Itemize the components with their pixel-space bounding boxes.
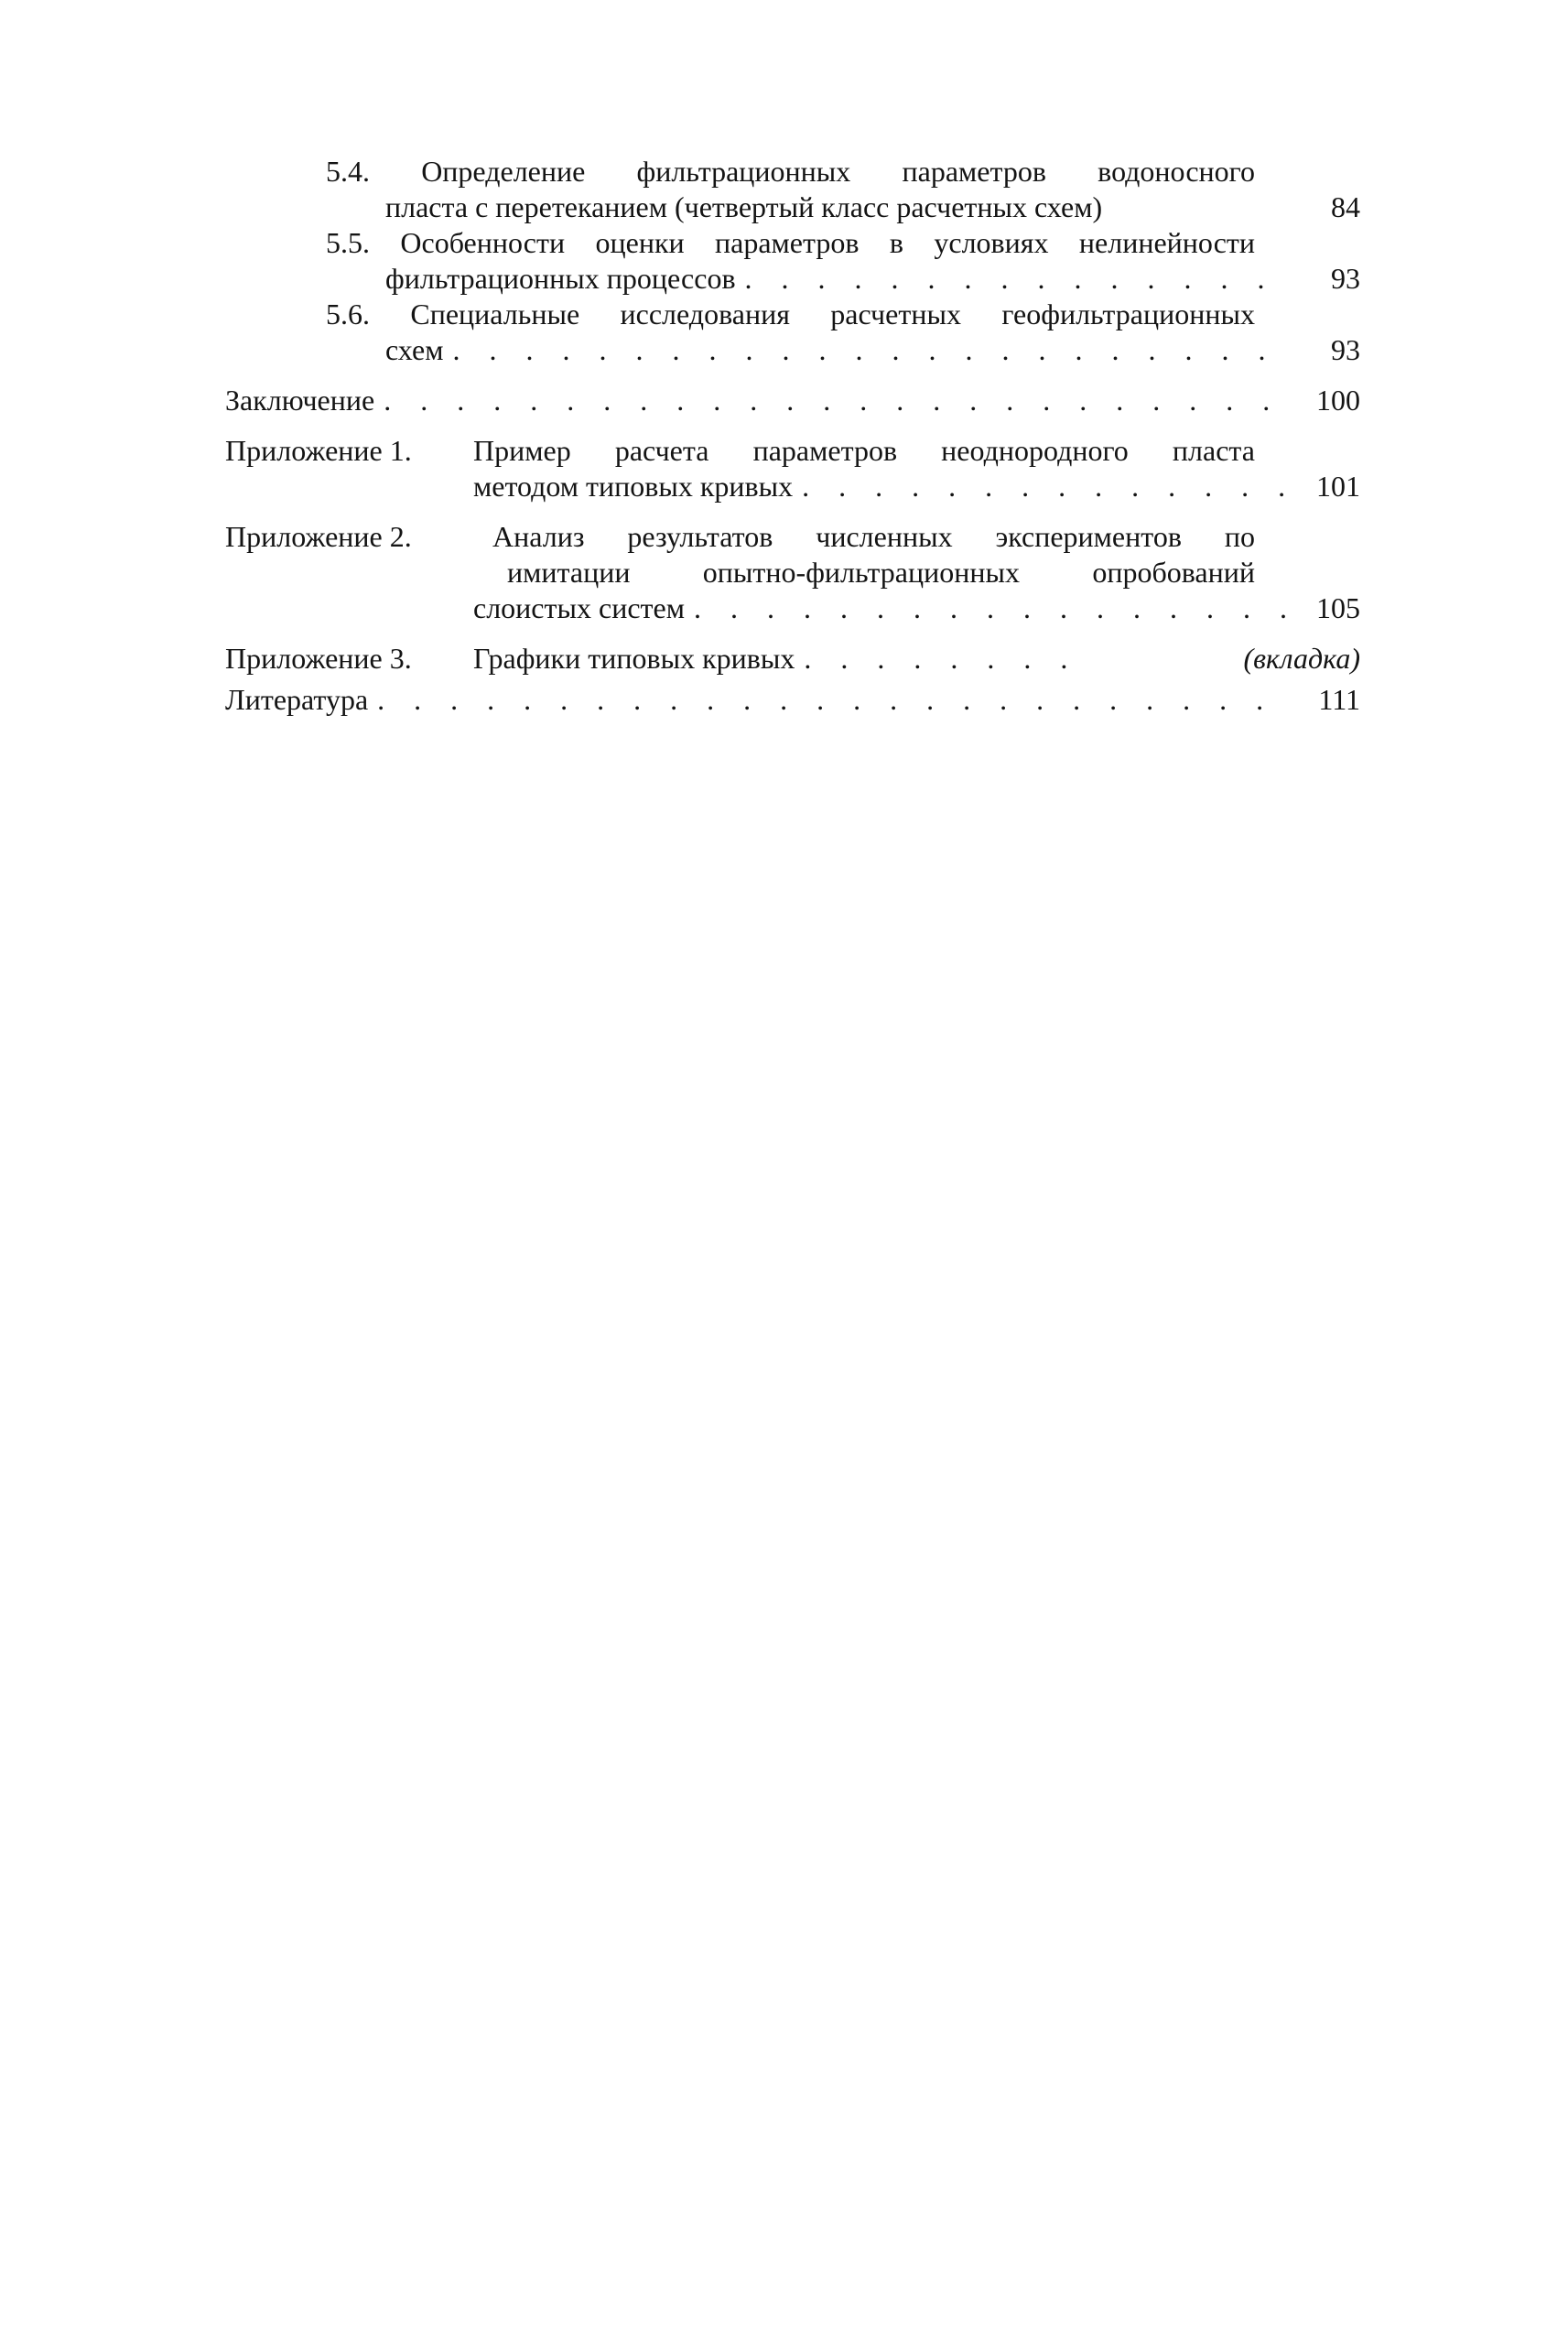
toc-entry-title: Заключение: [225, 384, 375, 417]
toc-entry-conclusion: [225, 383, 1360, 418]
toc-entry-title: Графики типовых кривых: [473, 642, 795, 675]
dot-leader: [793, 469, 1287, 504]
toc-entry-appendix-2: [225, 519, 1360, 626]
toc-page-number: 100: [1316, 384, 1360, 417]
toc-entry-appendix-1: [225, 433, 1360, 504]
toc-entry-5-4: [225, 154, 1360, 225]
toc-entry-title-cont: слоистых систем: [473, 591, 685, 624]
toc-entry-title: 5.4. Определение фильтрационных параметров водоносного: [326, 155, 1255, 188]
toc-entry-title: 5.5. Особенности оценки параметров в условиях нелинейности: [326, 226, 1255, 259]
toc-page-number: (вкладка): [1243, 642, 1360, 675]
table-of-contents: [225, 154, 1360, 718]
toc-entry-title-cont: фильтрационных процессов: [385, 262, 736, 295]
toc-entry-5-5: [225, 225, 1360, 297]
toc-entry-title-cont: методом типовых кривых: [473, 470, 794, 503]
toc-entry-title-cont: имитации опытно-фильтрационных опробований: [507, 556, 1255, 589]
toc-page-number: 101: [1316, 470, 1360, 503]
toc-page-number: 111: [1318, 683, 1360, 716]
dot-leader: [795, 641, 1071, 677]
toc-entry-title-cont: схем: [385, 333, 444, 366]
dot-leader: [736, 261, 1287, 297]
dot-leader: [685, 590, 1287, 626]
toc-entry-title: Анализ результатов численных экспериментов по: [492, 520, 1255, 553]
toc-entry-title: Пример расчета параметров неоднородного пласта: [473, 434, 1255, 467]
dot-leader: [443, 332, 1287, 368]
toc-page-number: 93: [1331, 262, 1360, 295]
toc-entry-5-6: [225, 297, 1360, 368]
toc-entry-title: Литература: [225, 683, 369, 716]
toc-entry-title-cont: пласта с перетеканием (четвертый класс расчетных схем): [385, 190, 1103, 223]
appendix-label: Приложение 2.: [225, 520, 412, 553]
dot-leader: [368, 682, 1287, 718]
appendix-label: Приложение 3.: [225, 642, 412, 675]
toc-page-number: 93: [1331, 333, 1360, 366]
toc-page-number: 105: [1316, 591, 1360, 624]
toc-entry-appendix-3: [225, 641, 1360, 677]
toc-entry-title: 5.6. Специальные исследования расчетных геофильтрационных: [326, 298, 1255, 330]
toc-page-number: 84: [1331, 190, 1360, 223]
toc-entry-literature: [225, 682, 1360, 718]
dot-leader: [374, 383, 1287, 418]
appendix-label: Приложение 1.: [225, 434, 412, 467]
